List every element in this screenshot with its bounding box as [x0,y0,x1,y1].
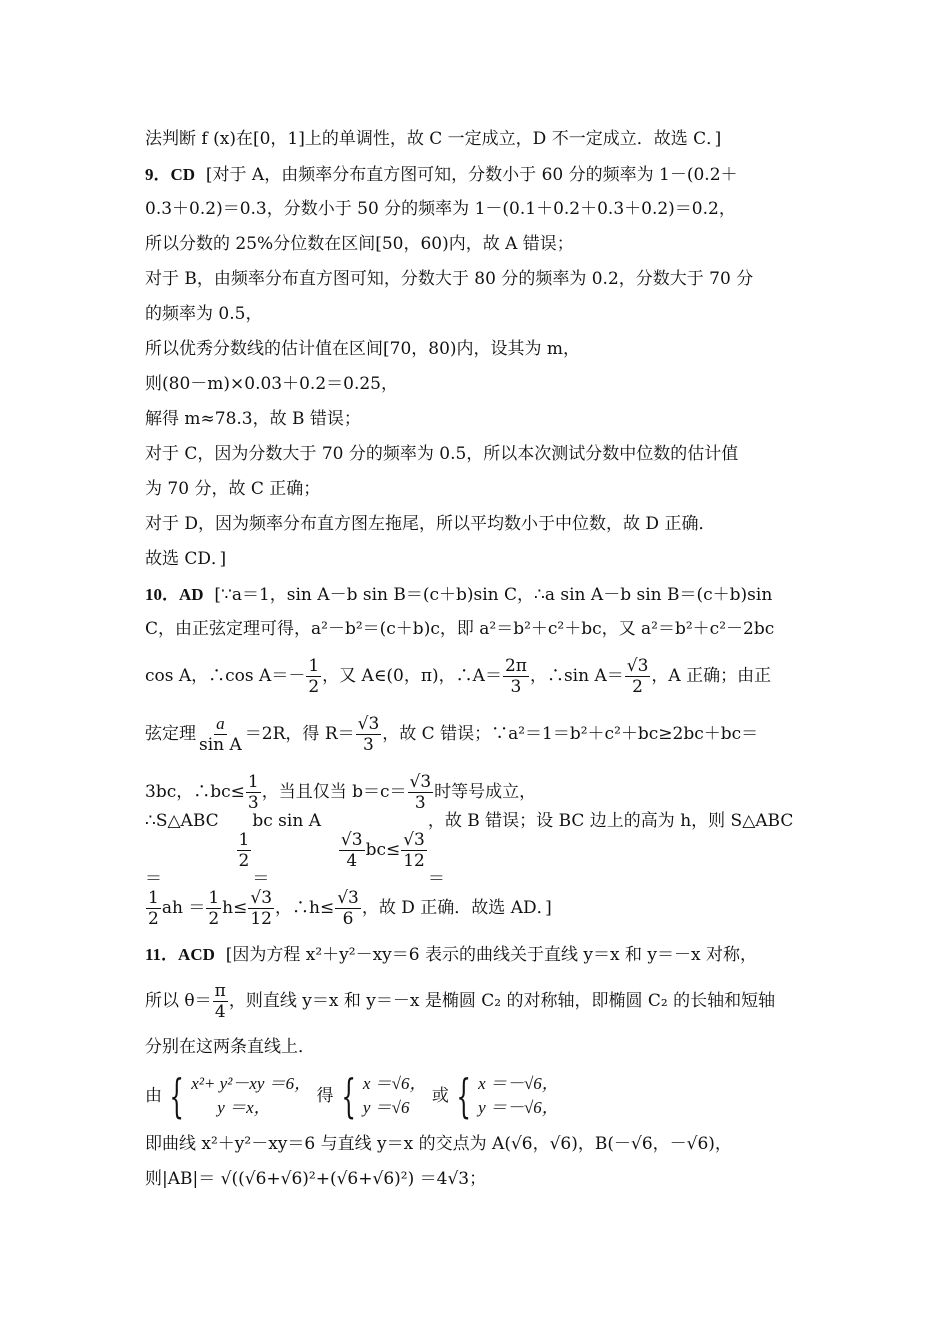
text-line [145,297,810,332]
fraction [339,830,365,871]
text: ah ＝ [161,898,206,918]
text: ，则直线 y＝x 和 y＝－x 是椭圆 C₂ 的对称轴，即椭圆 C₂ 的长轴和短轴 [228,991,776,1011]
fraction [356,714,382,755]
text-line [145,612,810,647]
denominator: 2 [632,676,643,697]
q11-answer: 11．ACD [145,945,215,964]
numerator: π [214,980,226,1001]
text: 弦定理 [145,724,196,744]
numerator: 1 [308,655,320,676]
denominator: 2 [208,908,220,929]
denominator: 2 [308,676,320,697]
denominator: 3 [247,792,259,813]
system-3 [449,1069,559,1123]
numerator: √3 [409,771,432,792]
fraction [197,714,244,755]
equation: x ＝－√6， [478,1074,559,1093]
text: 对于 C，因为分数大于 70 分的频率为 0.5，所以本次测试分数中位数的估计值 [145,444,739,464]
text: ，∴sin A＝ [529,666,624,686]
text: ，故 C 错误；∵a²＝1＝b²＋c²＋bc≥2bc＋bc＝ [382,724,759,744]
q10-answer: 10．AD [145,585,204,604]
fraction [206,888,221,929]
text-line [145,472,810,507]
q9-answer: 9．CD [145,165,196,184]
text-line [145,507,810,542]
text: 为 70 分，故 C 正确； [145,479,321,499]
q11-line [145,937,810,972]
text: 所以优秀分数线的估计值在区间[70，80)内，设其为 m， [145,339,581,359]
text: h≤ [222,898,248,918]
denominator: 2 [148,908,159,929]
numerator: √3 [403,829,425,850]
system-rows [191,1072,311,1120]
text: cos A，∴cos A＝－ [145,666,306,686]
text: bc sin A＝ [252,811,321,889]
denominator: 4 [214,1001,226,1022]
text-line [145,227,810,262]
denominator: 4 [346,850,358,871]
text: ，∴h≤ [275,898,335,918]
text: [∵a＝1，sin A－b sin B＝(c＋b)sin C，∴a sin A－b sin B＝(c＋b)sin [214,585,773,605]
fraction [306,656,321,697]
text: 对于 B，由频率分布直方图可知，分数大于 80 分的频率为 0.2，分数大于 70 分 [145,269,754,289]
text: 则(80－m)×0.03＋0.2＝0.25， [145,374,398,394]
text: 解得 m≈78.3，故 B 错误； [145,409,361,429]
fraction [335,888,361,929]
formula-line [145,972,810,1030]
denominator: 2 [238,850,250,871]
fraction [237,830,252,871]
text: 的频率为 0.5， [145,304,263,324]
text: 时等号成立， [434,782,537,802]
numerator: √3 [626,655,649,676]
numerator: √3 [250,887,273,908]
fraction [625,656,651,697]
left-brace: { [456,1069,471,1123]
denominator: 6 [342,908,354,929]
fraction [248,888,274,929]
text: 所以 θ＝ [145,991,212,1011]
text: ∴S△ABC＝ [145,811,219,889]
text: C，由正弦定理可得，a²－b²＝(c＋b)c，即 a²＝b²＋c²＋bc，又 a²＝b²＋c²－2bc [145,619,775,639]
equation: y ＝x， [217,1098,271,1117]
text: ，当且仅当 b＝c＝ [261,782,407,802]
equation-systems [145,1065,810,1127]
numerator: √3 [357,713,380,734]
system-2 [334,1069,427,1123]
text: [因为方程 x²＋y²－xy＝6 表示的曲线关于直线 y＝x 和 y＝－x 对称， [225,945,757,965]
numerator: √3 [340,829,363,850]
numerator: 1 [247,771,259,792]
numerator: a [216,713,225,733]
text: 0.3＋0.2)＝0.3，分数小于 50 分的频率为 1－(0.1＋0.2＋0.3＋0.2)＝0.2， [145,199,736,219]
text: 则|AB|＝ [145,1169,216,1189]
text: 由 [145,1085,162,1106]
denominator: 3 [510,676,522,697]
formula-line [145,705,810,763]
numerator: 1 [208,887,220,908]
system-1 [162,1069,312,1123]
system-rows [363,1072,427,1120]
denominator: 12 [403,850,425,871]
fraction [401,830,427,871]
text: 得 [316,1085,334,1106]
denominator: 3 [414,792,426,813]
text-line [145,332,810,367]
radical-expression: √((√6+√6)²+(√6+√6)²) [220,1169,415,1189]
left-brace: { [169,1069,184,1123]
fraction [213,981,228,1022]
fraction [146,888,161,929]
text: 所以分数的 25%分位数在区间[50，60)内，故 A 错误； [145,234,574,254]
text: 或 [431,1085,449,1106]
text-line [145,122,810,157]
text: ＝4√3； [419,1169,487,1189]
text-line [145,1127,810,1162]
q10-line [145,577,810,612]
formula-line [145,811,810,889]
denominator: 12 [250,908,272,929]
text: ，A 正确；由正 [651,666,772,686]
text: ，又 A∈(0，π)，∴A＝ [322,666,502,686]
equation: y ＝√6 [362,1098,410,1117]
text: 故选 CD．] [145,549,227,569]
text: 分别在这两条直线上． [145,1037,315,1057]
formula-line [145,647,810,705]
numerator: 1 [238,829,250,850]
text: bc≤ [365,840,401,860]
text-line [145,402,810,437]
numerator: 1 [148,887,159,908]
equation: y ＝－√6， [478,1098,559,1117]
text-line [145,437,810,472]
text: 对于 D，因为频率分布直方图左拖尾，所以平均数小于中位数，故 D 正确． [145,514,716,534]
formula-line [145,1162,810,1197]
numerator: √3 [337,887,359,908]
solution-page [145,122,810,1197]
denominator: 3 [363,734,374,755]
text: ＝2R，得 R＝ [244,724,355,744]
text-line [145,542,810,577]
text: [对于 A，由频率分布直方图可知，分数小于 60 分的频率为 1－(0.2＋ [205,165,738,185]
text-line [145,192,810,227]
q9-line [145,157,810,192]
text: 3bc，∴bc≤ [145,782,245,802]
system-rows [478,1072,559,1120]
fraction [503,656,529,697]
text: 法判断 f (x)在[0，1]上的单调性，故 C 一定成立，D 不一定成立．故选 C．] [145,129,722,149]
text-line [145,367,810,402]
text-line [145,262,810,297]
equation: x²+ y²－xy ＝6， [191,1074,312,1093]
text-line [145,1030,810,1065]
text: ，故 D 正确．故选 AD．] [361,898,552,918]
denominator: sin A [199,734,242,755]
left-brace: { [340,1069,356,1123]
numerator: 2π [504,655,527,676]
equation: x ＝√6， [362,1074,427,1093]
text: ，故 B 错误；设 BC 边上的高为 h，则 S△ABC＝ [427,811,794,889]
text: 即曲线 x²＋y²－xy＝6 与直线 y＝x 的交点为 A(√6，√6)，B(－√6，－√6)， [145,1134,732,1154]
